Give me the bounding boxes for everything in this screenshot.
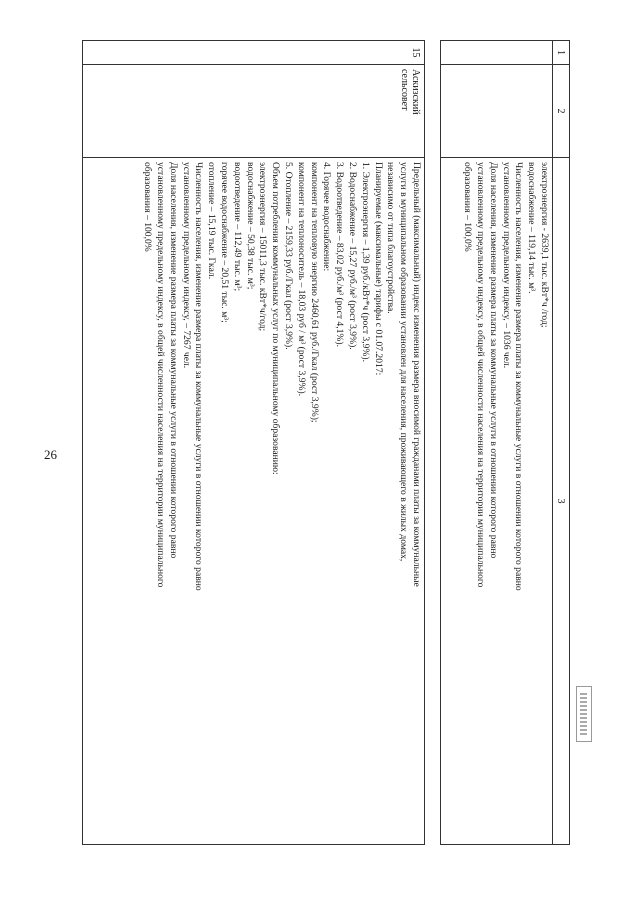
text-line: Численность населения, изменение размера платы за коммунальные услуги в отношении которого равно — [513, 162, 525, 591]
text-line: Предельный (максимальный) индекс изменения размера вносимой гражданами платы за коммунальные — [411, 162, 422, 587]
page-number: 26 — [44, 447, 57, 462]
rotated-table — [82, 40, 570, 845]
text-line: 1. Электроэнергия – 1,39 руб./кВт*ч (рост 3,9%). — [359, 162, 371, 362]
header-col-3: 3 — [555, 498, 566, 504]
table-row-continuation — [440, 40, 552, 845]
table-row-15 — [82, 40, 425, 845]
text-line: горячее водоснабжение – 20,51 тыс. м³; — [219, 162, 231, 323]
header-col-1: 1 — [553, 41, 569, 65]
row-name-cell — [441, 65, 552, 158]
text-line: 4. Горячее водоснабжение: — [321, 162, 333, 272]
text-line: компонент на тепловую энергию 2460,61 руб./Гкал (рост 3,9%); — [308, 162, 320, 423]
text-line: Объем потребления коммунальных услуг по муниципальному образованию: — [270, 162, 282, 475]
text-line: компонент на теплоноситель – 18,03 руб / м³ (рост 3,9%). — [295, 162, 307, 397]
text-line: образования – 100,0% — [142, 162, 154, 252]
text-line: 2. Водоснабжение – 15,27 руб./м³ (рост 3,9%). — [347, 162, 359, 350]
row-description-cell — [441, 158, 552, 844]
text-line: независимо от типа благоустройства. — [385, 162, 397, 314]
text-line: Доля населения, изменение размера платы за коммунальные услуги в отношении которого равно — [487, 162, 499, 559]
header-col-2: 2 — [553, 65, 569, 158]
text-line: 5. Отопление – 2159,33 руб./Гкал (рост 3,9%). — [283, 162, 295, 350]
text-line: 3. Водоотведение – 83,02 руб./м³ (рост 4,1%). — [334, 162, 346, 347]
text-line: установленному предельному индексу, в общей численности населения на территории муниципального — [475, 162, 487, 588]
text-line: водоснабжение – 50,38 тыс. м³; — [244, 162, 256, 290]
text-line: Численность населения, изменение размера платы за коммунальные услуги в отношении которого равно — [193, 162, 205, 591]
text-line: услуги в муниципальном образовании установлен для населения, проживающего в жилых домах, — [398, 162, 410, 562]
text-line: электроэнергия - 2639,1 тыс. кВт*ч /год; — [539, 162, 550, 328]
text-line: водоотведение – 112,49 тыс. м³; — [231, 162, 243, 292]
stamp-mark — [576, 686, 592, 742]
row-number-cell: 15 — [83, 41, 424, 65]
text-line: установленному предельному индексу, – 7267 чел. — [180, 162, 192, 369]
text-line: Доля населения, изменение размера платы за коммунальные услуги в отношении которого равно — [167, 162, 179, 559]
table-header-row — [552, 40, 570, 845]
text-line: электроэнергия – 15011,3 тыс. кВт*ч/год; — [257, 162, 269, 332]
text-line: установленному предельному индексу, – 1036 чел. — [500, 162, 512, 369]
text-line: установленному предельному индексу, в общей численности населения на территории муниципального — [155, 162, 167, 588]
row-number-cell — [441, 41, 552, 65]
text-line: отопление – 15,19 тыс. Гкал. — [206, 162, 218, 280]
text-line: Планируемые (максимальные) тарифы с 01.07.2017: — [372, 162, 384, 376]
text-line: образования – 100,0% — [462, 162, 474, 252]
text-line: водоснабжение – 119,14 тыс. м³. — [526, 162, 538, 294]
row-name-cell: Аскизский сельсовет — [83, 65, 424, 158]
row-description-cell — [83, 158, 424, 844]
